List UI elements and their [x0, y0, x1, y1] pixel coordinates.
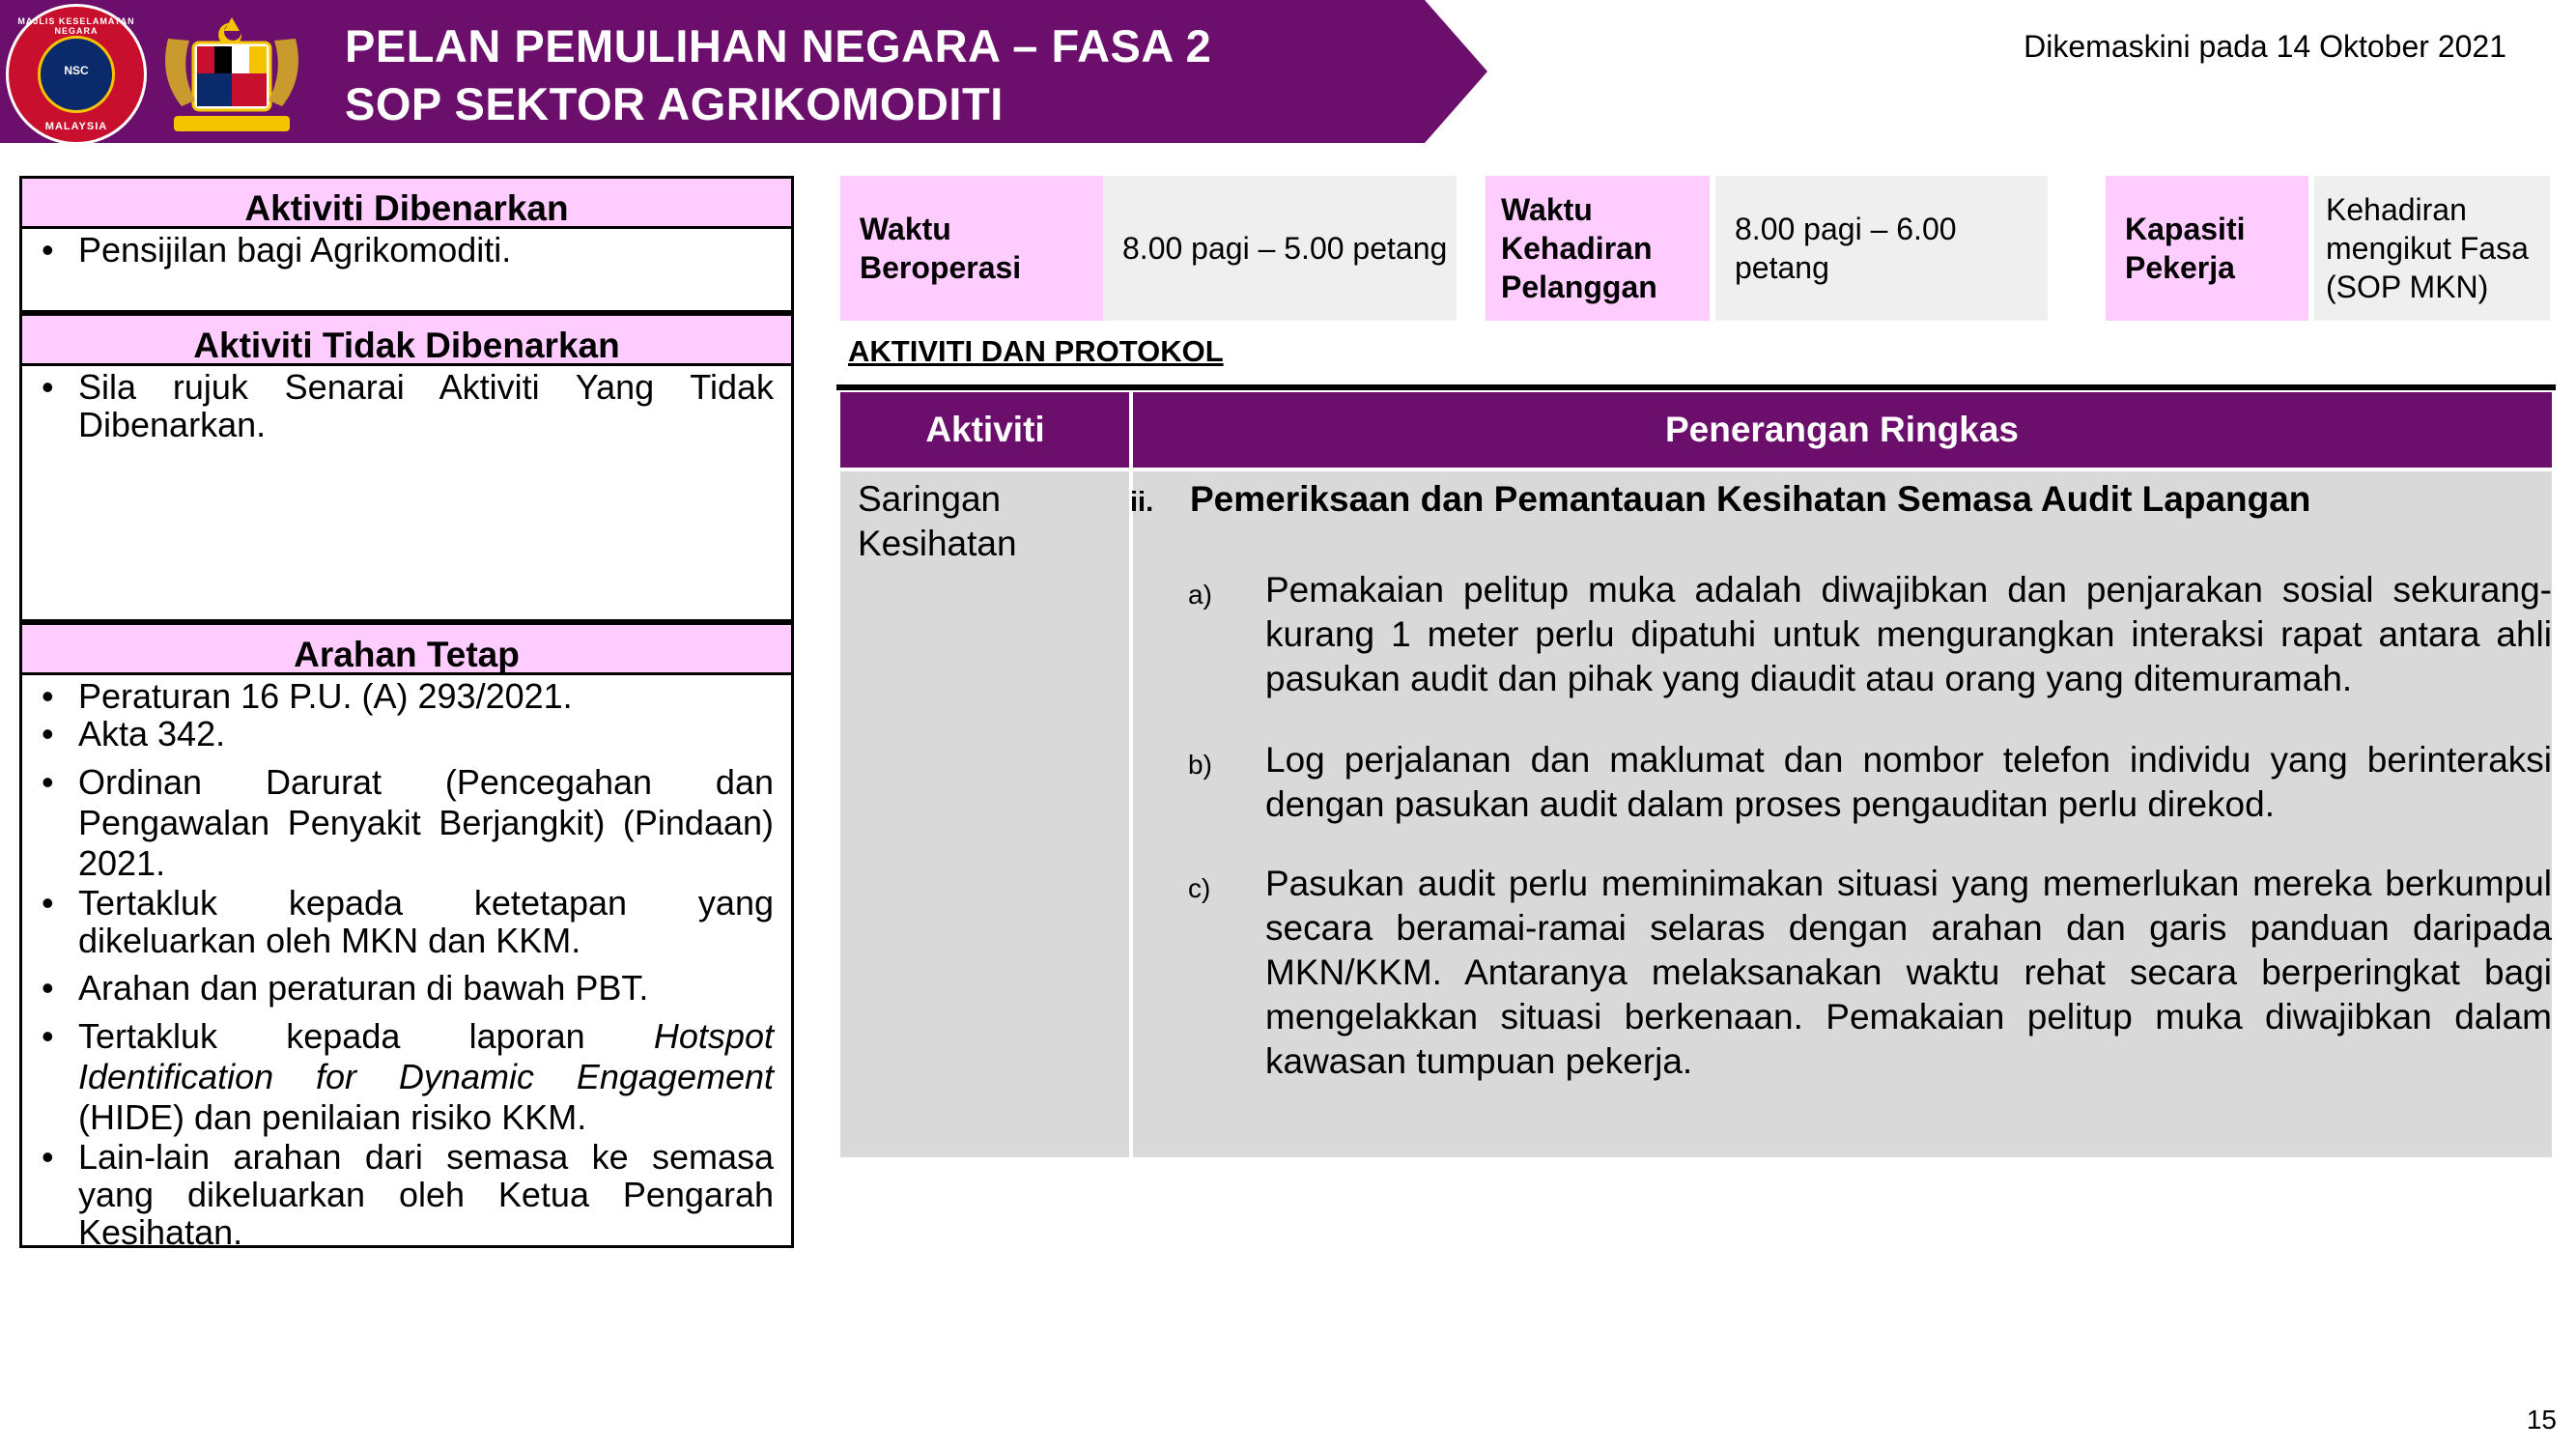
nsc-logo	[6, 4, 147, 145]
updated-date: Dikemaskini pada 14 Oktober 2021	[2024, 29, 2506, 64]
prohibited-activities-heading: Aktiviti Tidak Dibenarkan	[22, 316, 791, 366]
point-label-a: a)	[1188, 580, 1212, 610]
hide-prefix: Tertakluk kepada laporan	[78, 1016, 585, 1056]
list-item: • Tertakluk kepada ketetapan yang dikeluarkan oleh MKN dan KKM.	[22, 884, 774, 959]
list-item: • Sila rujuk Senarai Aktiviti Yang Tidak Dibenarkan.	[22, 368, 774, 443]
hide-italic: Hotspot Identification for Dynamic Engagement	[78, 1016, 774, 1096]
coat-of-arms-logo	[155, 10, 309, 139]
title-line-2: SOP SEKTOR AGRIKOMODITI	[345, 78, 1004, 129]
list-item: • Pensijilan bagi Agrikomoditi.	[22, 231, 774, 269]
allowed-activities-box	[19, 176, 794, 313]
list-item: • Akta 342.	[22, 715, 774, 753]
standing-orders-box	[19, 622, 794, 1252]
point-label-c: c)	[1188, 873, 1211, 903]
list-item: • Arahan dan peraturan di bawah PBT.	[22, 969, 774, 1007]
header-separator	[840, 468, 2552, 471]
activity-cell: Saringan Kesihatan	[858, 479, 1017, 563]
worker-capacity-label: Kapasiti Pekerja	[2106, 176, 2308, 321]
section-divider	[836, 384, 2556, 390]
column-header-penerangan: Penerangan Ringkas	[1132, 392, 2552, 468]
prohibited-activities-list	[22, 368, 791, 443]
point-text-c: Pasukan audit perlu meminimakan situasi yang memerlukan mereka berkumpul secara beramai-ramai selaras dengan arahan dan garis panduan daripada MKN/KKM. Antaranya melaksanakan waktu rehat secara berperingkat bagi mengelakkan situasi berkenaan. Pemakaian pelitup muka diwajibkan dalam kawasan tumpuan pekerja.	[1265, 864, 2552, 1081]
list-item-hide	[22, 1016, 774, 1138]
worker-capacity-value: Kehadiran mengikut Fasa (SOP MKN)	[2314, 176, 2550, 321]
customer-hours-label: Waktu Kehadiran Pelanggan	[1486, 176, 1710, 321]
page-number: 15	[2526, 1405, 2557, 1435]
title-line-1: PELAN PEMULIHAN NEGARA – FASA 2	[345, 20, 1212, 71]
prohibited-activities-box	[19, 313, 794, 622]
operating-hours-value: 8.00 pagi – 5.00 petang	[1103, 176, 1457, 321]
hide-suffix: (HIDE) dan penilaian risiko KKM.	[78, 1097, 587, 1137]
column-header-aktiviti: Aktiviti	[840, 392, 1130, 468]
standing-orders-list	[22, 677, 791, 1251]
point-text-b: Log perjalanan dan maklumat dan nombor telefon individu yang berinteraksi dengan pasukan audit dalam proses pengauditan perlu direkod.	[1265, 740, 2552, 824]
point-label-b: b)	[1188, 750, 1212, 780]
nsc-logo-ring-top: MAJLIS KESELAMATAN NEGARA	[17, 16, 135, 36]
subsection-number: ii.	[1130, 487, 1154, 518]
nsc-logo-center	[38, 36, 115, 113]
list-item: • Peraturan 16 P.U. (A) 293/2021.	[22, 677, 774, 715]
point-text-a: Pemakaian pelitup muka adalah diwajibkan dan penjarakan sosial sekurang-kurang 1 meter perlu dipatuhi untuk mengurangkan interaksi rapat antara ahli pasukan audit dan pihak yang diaudit atau orang yang ditemuramah.	[1265, 570, 2552, 698]
standing-orders-heading: Arahan Tetap	[22, 625, 791, 675]
customer-hours-value: 8.00 pagi – 6.00 petang	[1715, 176, 2048, 321]
subsection-title: Pemeriksaan dan Pemantauan Kesihatan Semasa Audit Lapangan	[1190, 479, 2311, 519]
allowed-activities-list	[22, 231, 791, 269]
operating-info-table	[840, 176, 2550, 321]
list-item: • Lain-lain arahan dari semasa ke semasa yang dikeluarkan oleh Ketua Pengarah Kesihatan.	[22, 1138, 774, 1251]
section-title: AKTIVITI DAN PROTOKOL	[848, 334, 1224, 368]
nsc-logo-center-text: NSC	[64, 64, 89, 77]
list-item: • Ordinan Darurat (Pencegahan dan Pengawalan Penyakit Berjangkit) (Pindaan) 2021.	[22, 762, 774, 884]
page-title	[345, 17, 1211, 133]
allowed-activities-heading: Aktiviti Dibenarkan	[22, 179, 791, 229]
operating-hours-label: Waktu Beroperasi	[840, 176, 1103, 321]
nsc-logo-ring-bottom: MALAYSIA	[44, 121, 108, 132]
